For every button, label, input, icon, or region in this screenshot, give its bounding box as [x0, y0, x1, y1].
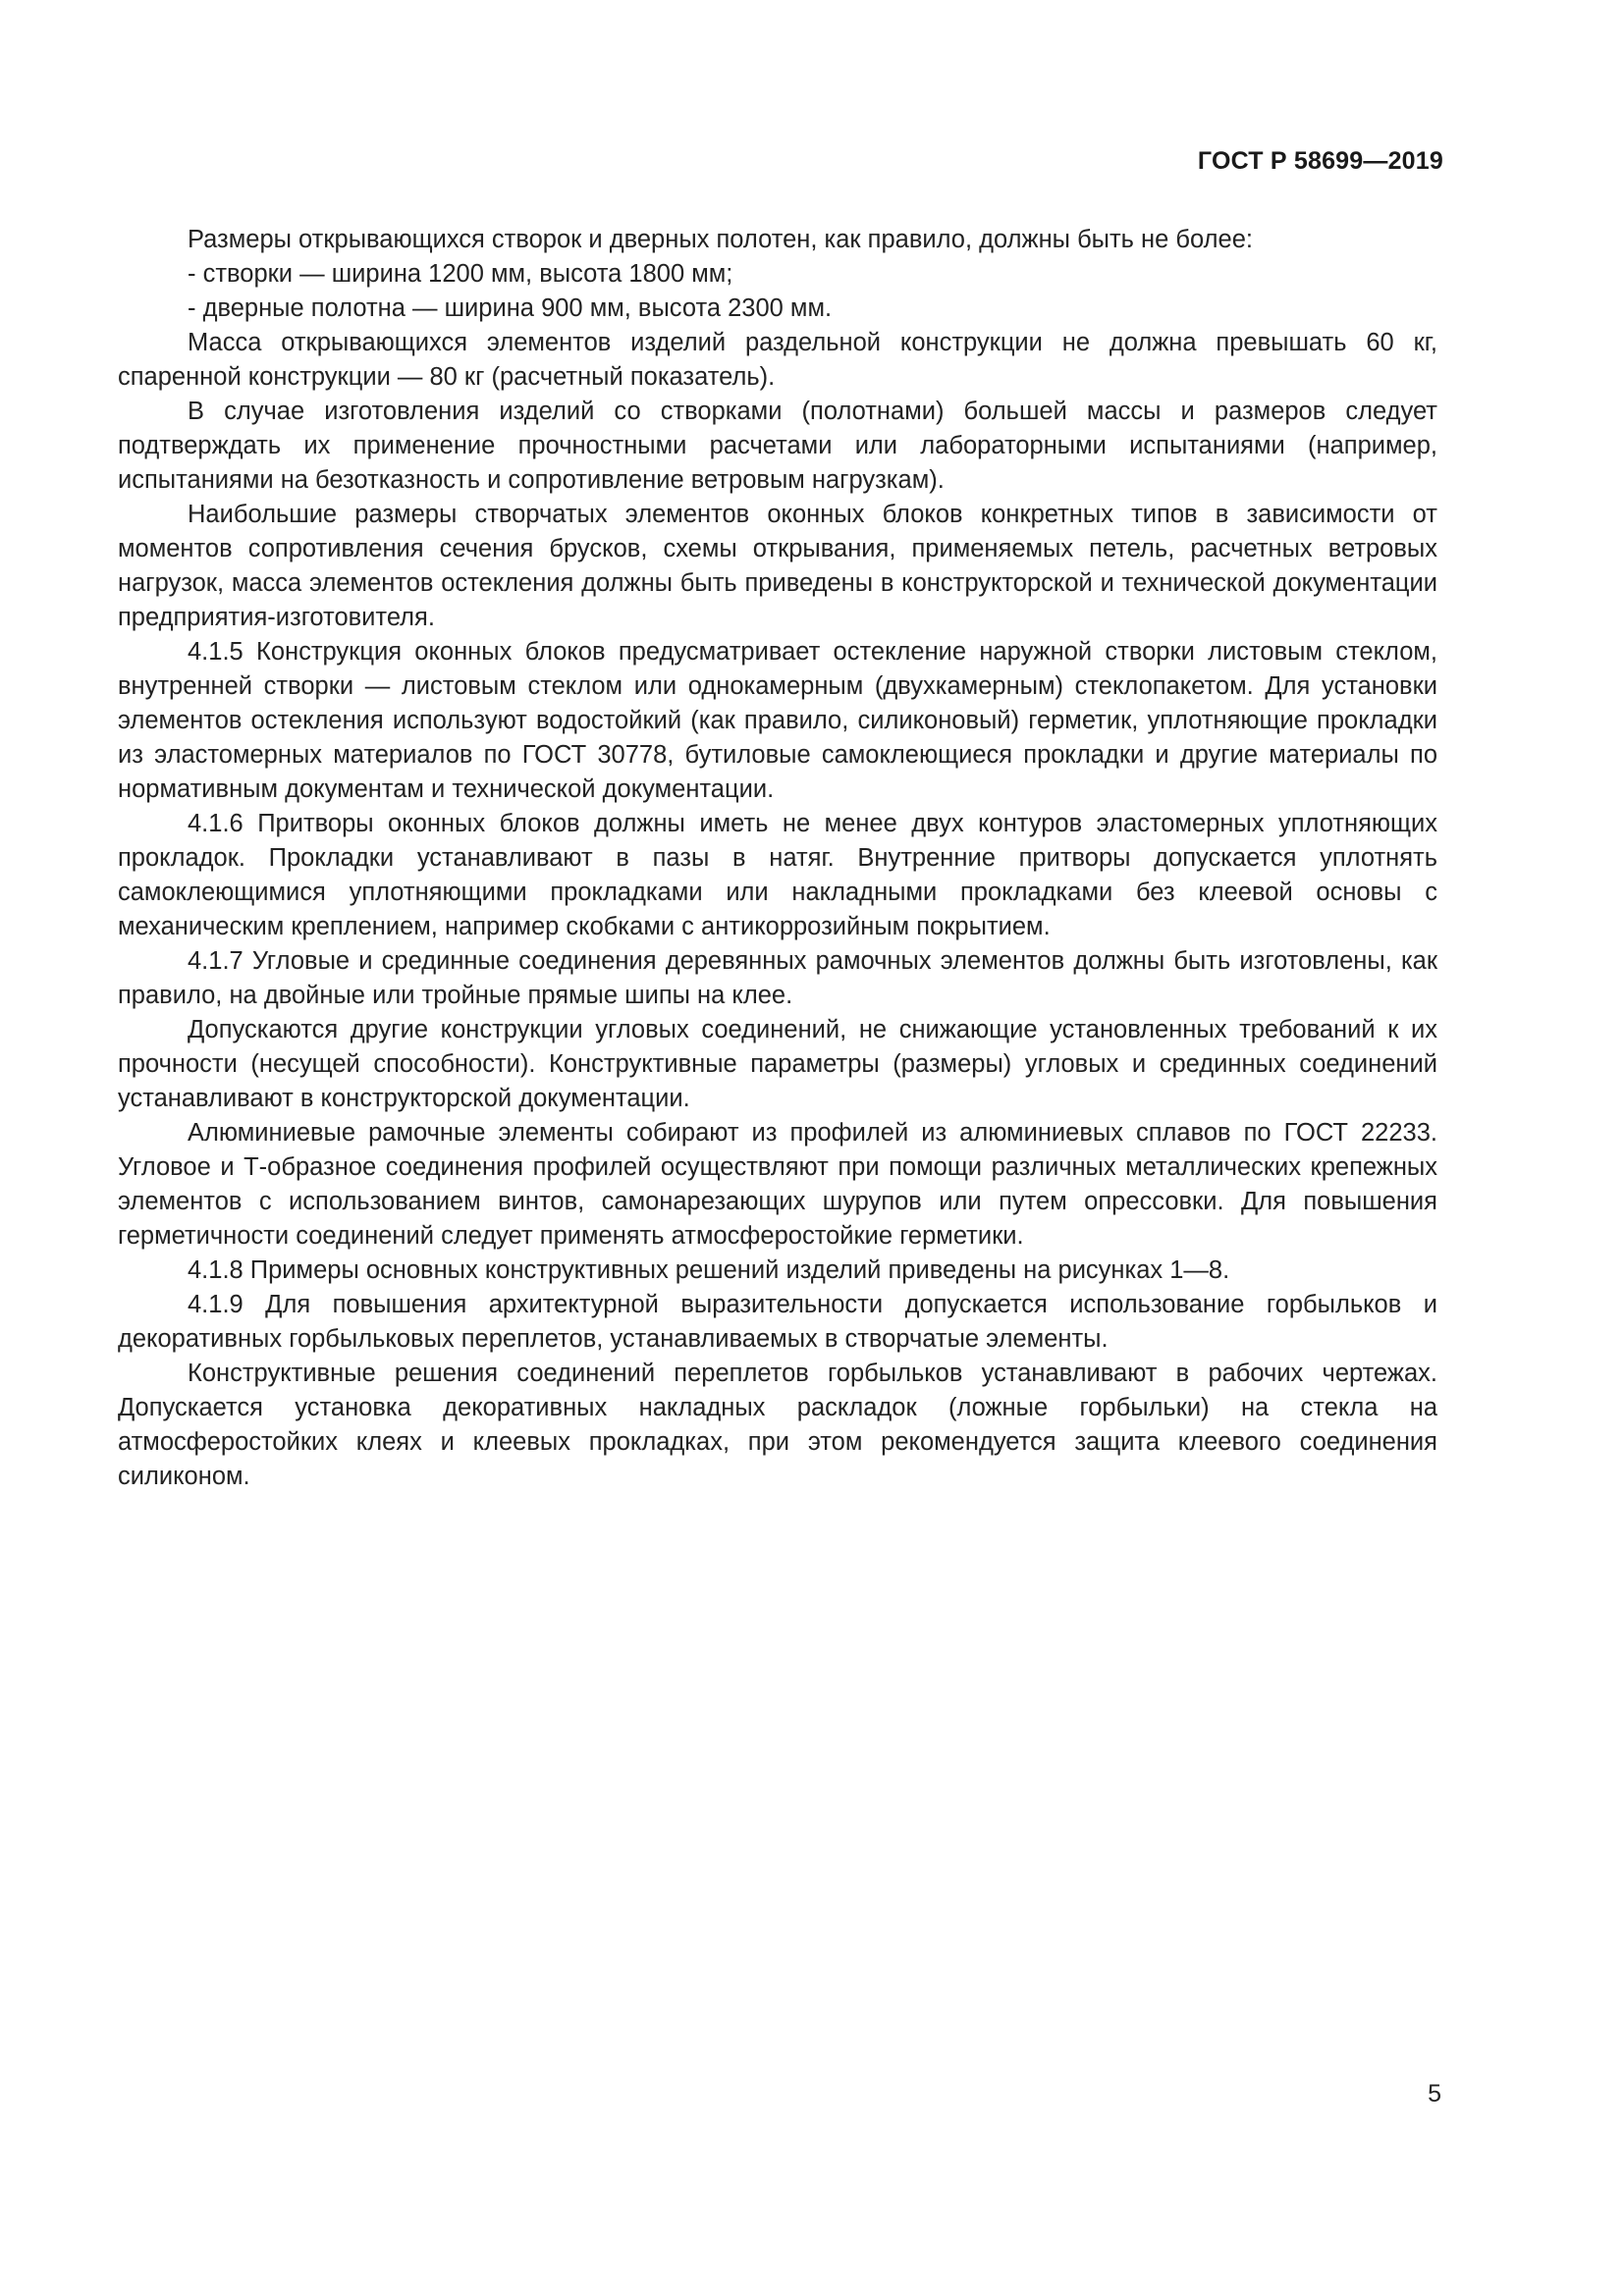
- list-item-sashes: - створки — ширина 1200 мм, высота 1800 мм;: [188, 260, 733, 288]
- page-number: 5: [1428, 2080, 1441, 2108]
- paragraph-4-1-6: 4.1.6 Притворы оконных блоков должны иметь не менее двух контуров эластомерных уплотняющих прокладок. Прокладки устанавливают в пазы в натяг. Внутренние притворы допускается уплотнять самоклеющимися уплотняющими прокладками или накладными прокладками без клеевой основы с механическим креплением, например скобками с антикоррозийным покрытием.: [118, 810, 1437, 940]
- list-item-door-leaves: - дверные полотна — ширина 900 мм, высота 2300 мм.: [188, 294, 833, 322]
- document-body: [118, 223, 1437, 1494]
- paragraph-4-1-5: 4.1.5 Конструкция оконных блоков предусматривает остекление наружной створки листовым стеклом, внутренней створки — листовым стеклом или однокамерным (двухкамерным) стеклопакетом. Для установки элементов остекления используют водостойкий (как правило, силиконовый) герметик, уплотняющие прокладки из эластомерных материалов по ГОСТ 30778, бутиловые самоклеющиеся прокладки и другие материалы по нормативным документам и технической документации.: [118, 638, 1437, 803]
- paragraph-max-sizes: Наибольшие размеры створчатых элементов оконных блоков конкретных типов в зависимости от моментов сопротивления сечения брусков, схемы открывания, применяемых петель, расчетных ветровых нагрузок, масса элементов остекления должны быть приведены в конструкторской и технической документации предприятия-изготовителя.: [118, 501, 1437, 631]
- paragraph-muntins: Конструктивные решения соединений переплетов горбыльков устанавливают в рабочих чертежах. Допускается установка декоративных накладных раскладок (ложные горбыльки) на стекла на атмосферостойких клеях и клеевых прокладках, при этом рекомендуется защита клеевого соединения силиконом.: [118, 1360, 1437, 1490]
- paragraph-4-1-9: 4.1.9 Для повышения архитектурной выразительности допускается использование горбыльков и декоративных горбыльковых переплетов, устанавливаемых в створчатые элементы.: [118, 1291, 1437, 1353]
- paragraph-heavy-sashes: В случае изготовления изделий со створками (полотнами) большей массы и размеров следует подтверждать их применение прочностными расчетами или лабораторными испытаниями (например, испытаниями на безотказность и сопротивление ветровым нагрузкам).: [118, 398, 1437, 494]
- paragraph-other-joints: Допускаются другие конструкции угловых соединений, не снижающие установленных требований к их прочности (несущей способности). Конструктивные параметры (размеры) угловых и срединных соединений устанавливают в конструкторской документации.: [118, 1016, 1437, 1112]
- paragraph-4-1-8: 4.1.8 Примеры основных конструктивных решений изделий приведены на рисунках 1—8.: [188, 1256, 1230, 1284]
- paragraph-4-1-7: 4.1.7 Угловые и срединные соединения деревянных рамочных элементов должны быть изготовлены, как правило, на двойные или тройные прямые шипы на клее.: [118, 947, 1437, 1009]
- paragraph-sizes-intro: Размеры открывающихся створок и дверных полотен, как правило, должны быть не более:: [188, 226, 1253, 253]
- paragraph-mass: Масса открывающихся элементов изделий раздельной конструкции не должна превышать 60 кг, спаренной конструкции — 80 кг (расчетный показатель).: [118, 329, 1437, 391]
- paragraph-aluminium: Алюминиевые рамочные элементы собирают из профилей из алюминиевых сплавов по ГОСТ 22233. Угловое и Т-образное соединения профилей осуществляют при помощи различных металлических крепежных элементов с использованием винтов, самонарезающих шурупов или путем опрессовки. Для повышения герметичности соединений следует применять атмосферостойкие герметики.: [118, 1119, 1437, 1250]
- document-header: ГОСТ Р 58699—2019: [1197, 147, 1443, 175]
